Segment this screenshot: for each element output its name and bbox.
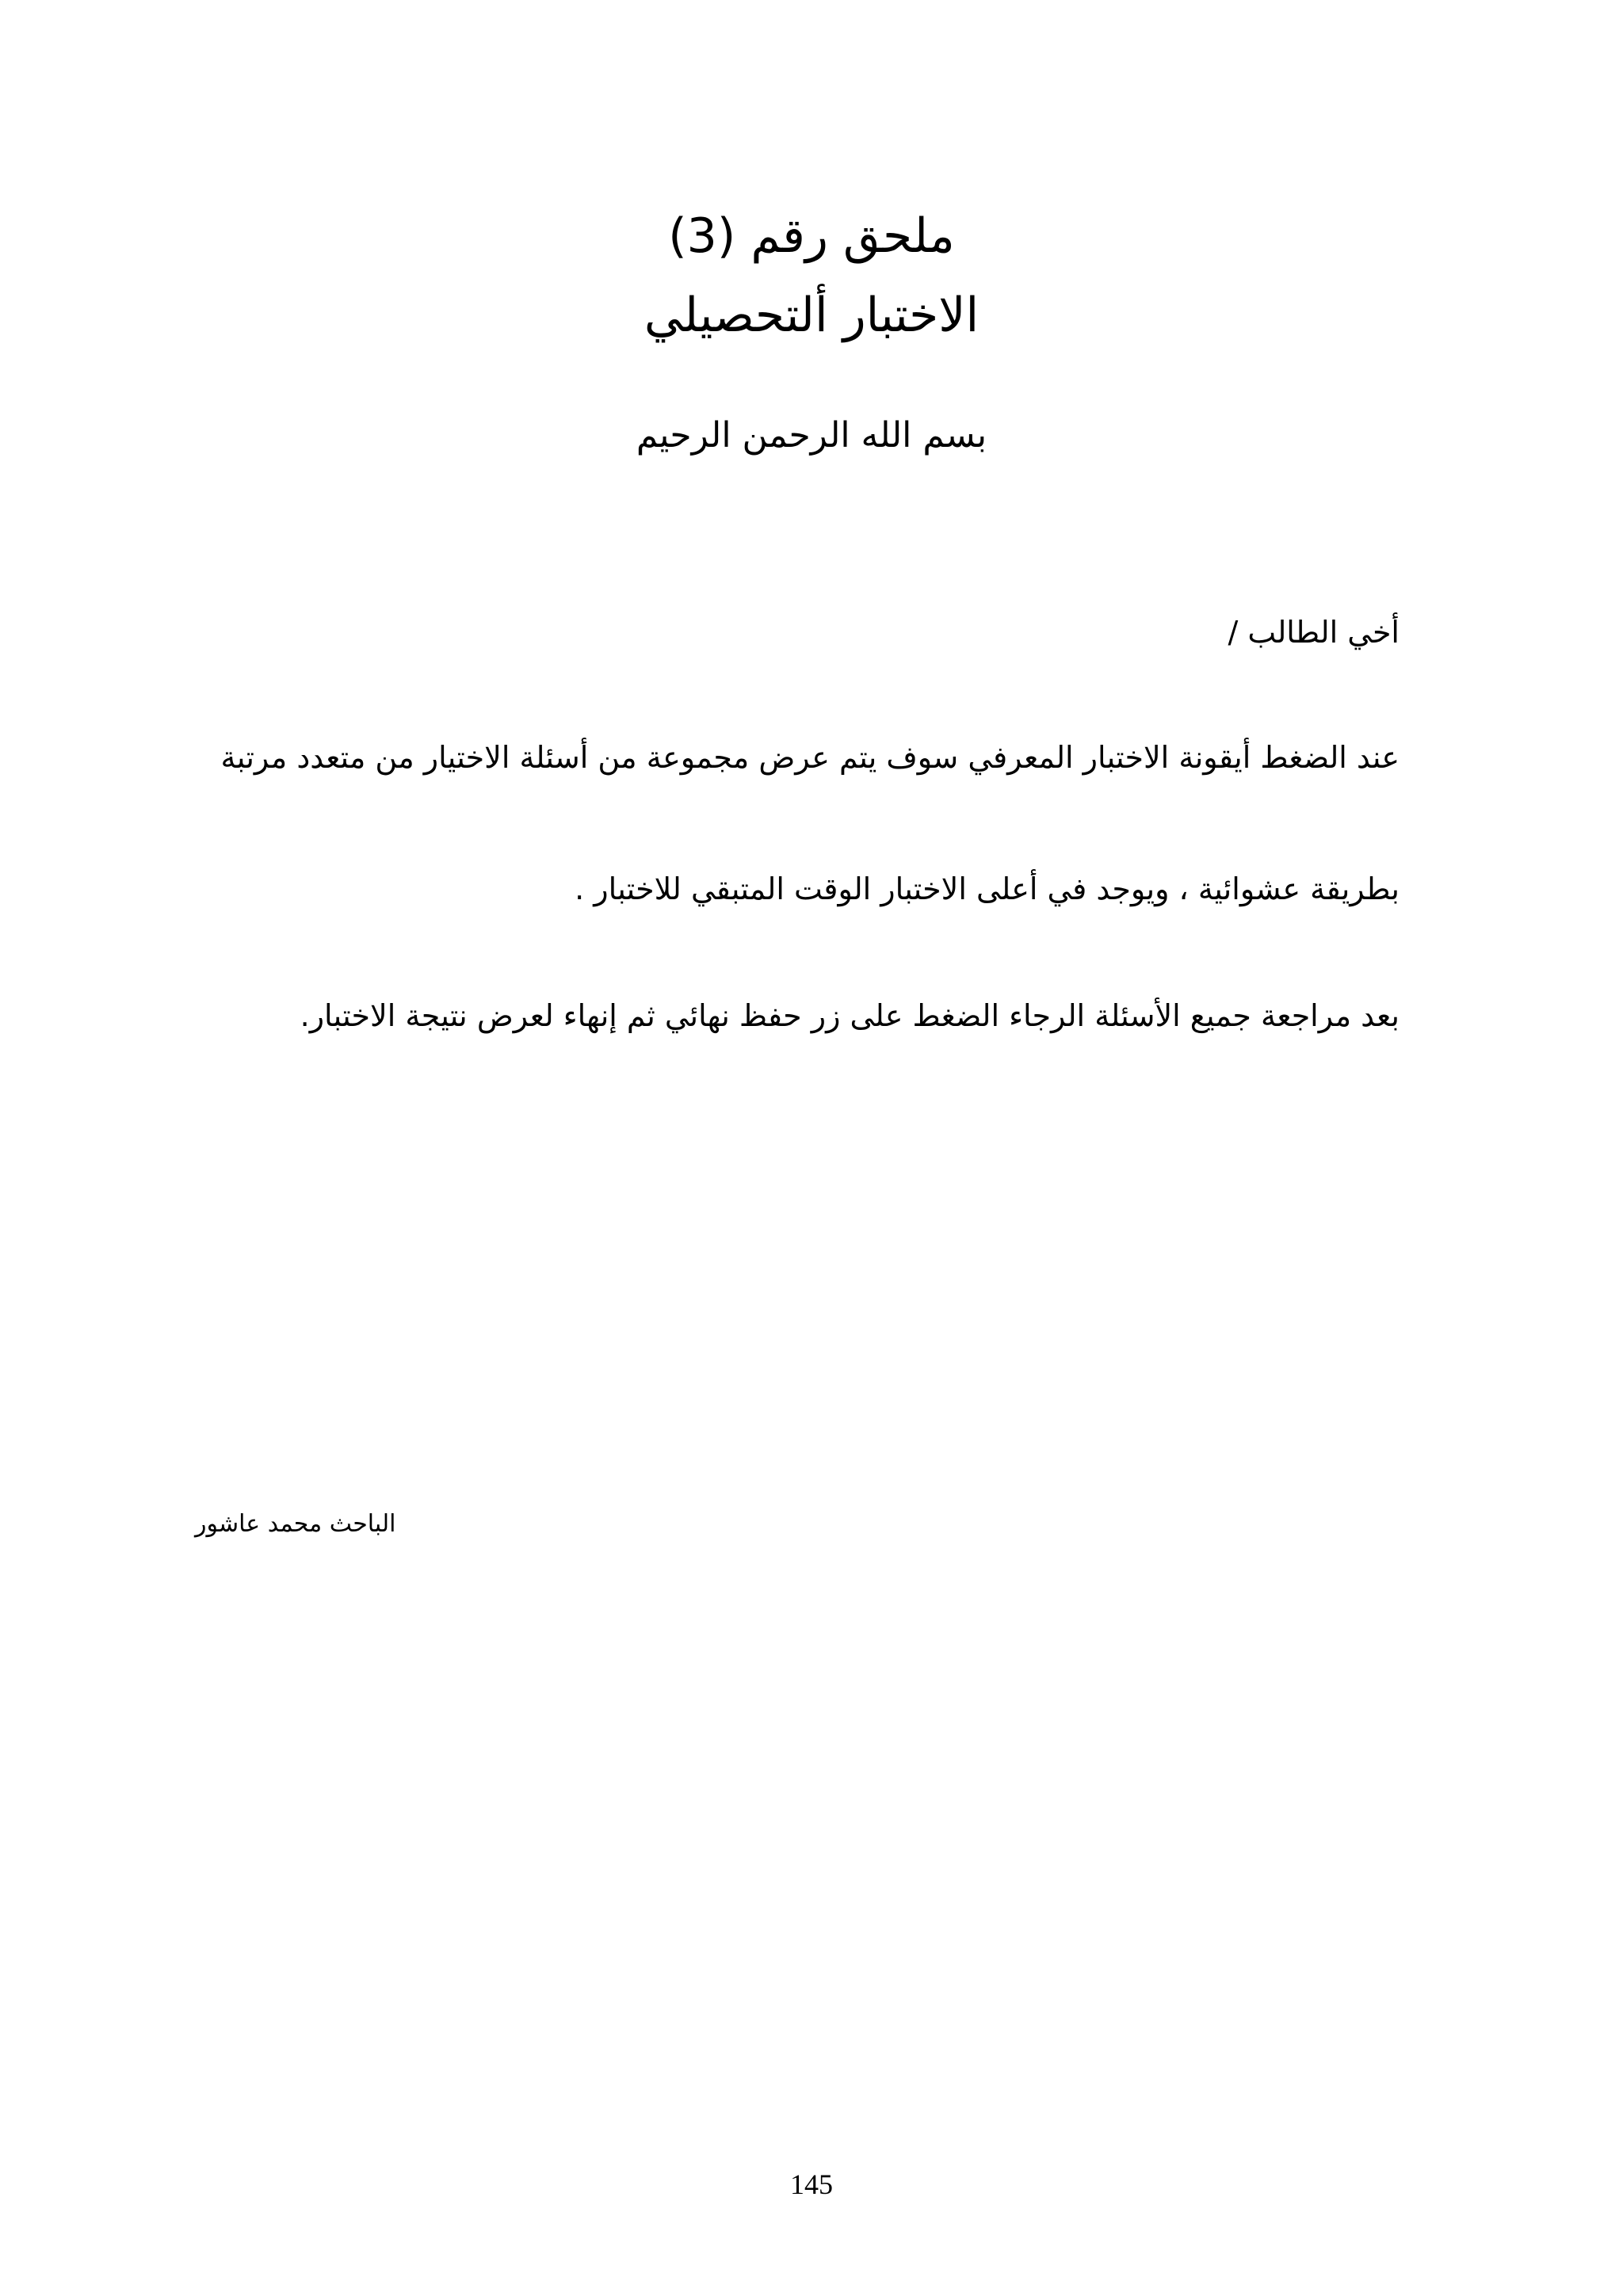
paragraph-line: عند الضغط أيقونة الاختبار المعرفي سوف يتم عرض مجموعة من أسئلة الاختيار من متعدد مرتبة — [220, 740, 1400, 775]
researcher-signature: الباحث محمد عاشور — [195, 1510, 396, 1538]
test-title: الاختبار ألتحصيلي — [643, 288, 980, 343]
paragraph-line: بعد مراجعة جميع الأسئلة الرجاء الضغط على زر حفظ نهائي ثم إنهاء لعرض نتيجة الاختبار. — [300, 998, 1400, 1033]
page-number: 145 — [790, 2168, 833, 2200]
basmala: بسم الله الرحمن الرحيم — [636, 415, 987, 456]
paragraph-line: بطريقة عشوائية ، ويوجد في أعلى الاختبار الوقت المتبقي للاختبار . — [575, 871, 1400, 906]
greeting: أخي الطالب / — [1228, 615, 1400, 650]
appendix-label: ملحق رقم (3) — [668, 208, 955, 264]
